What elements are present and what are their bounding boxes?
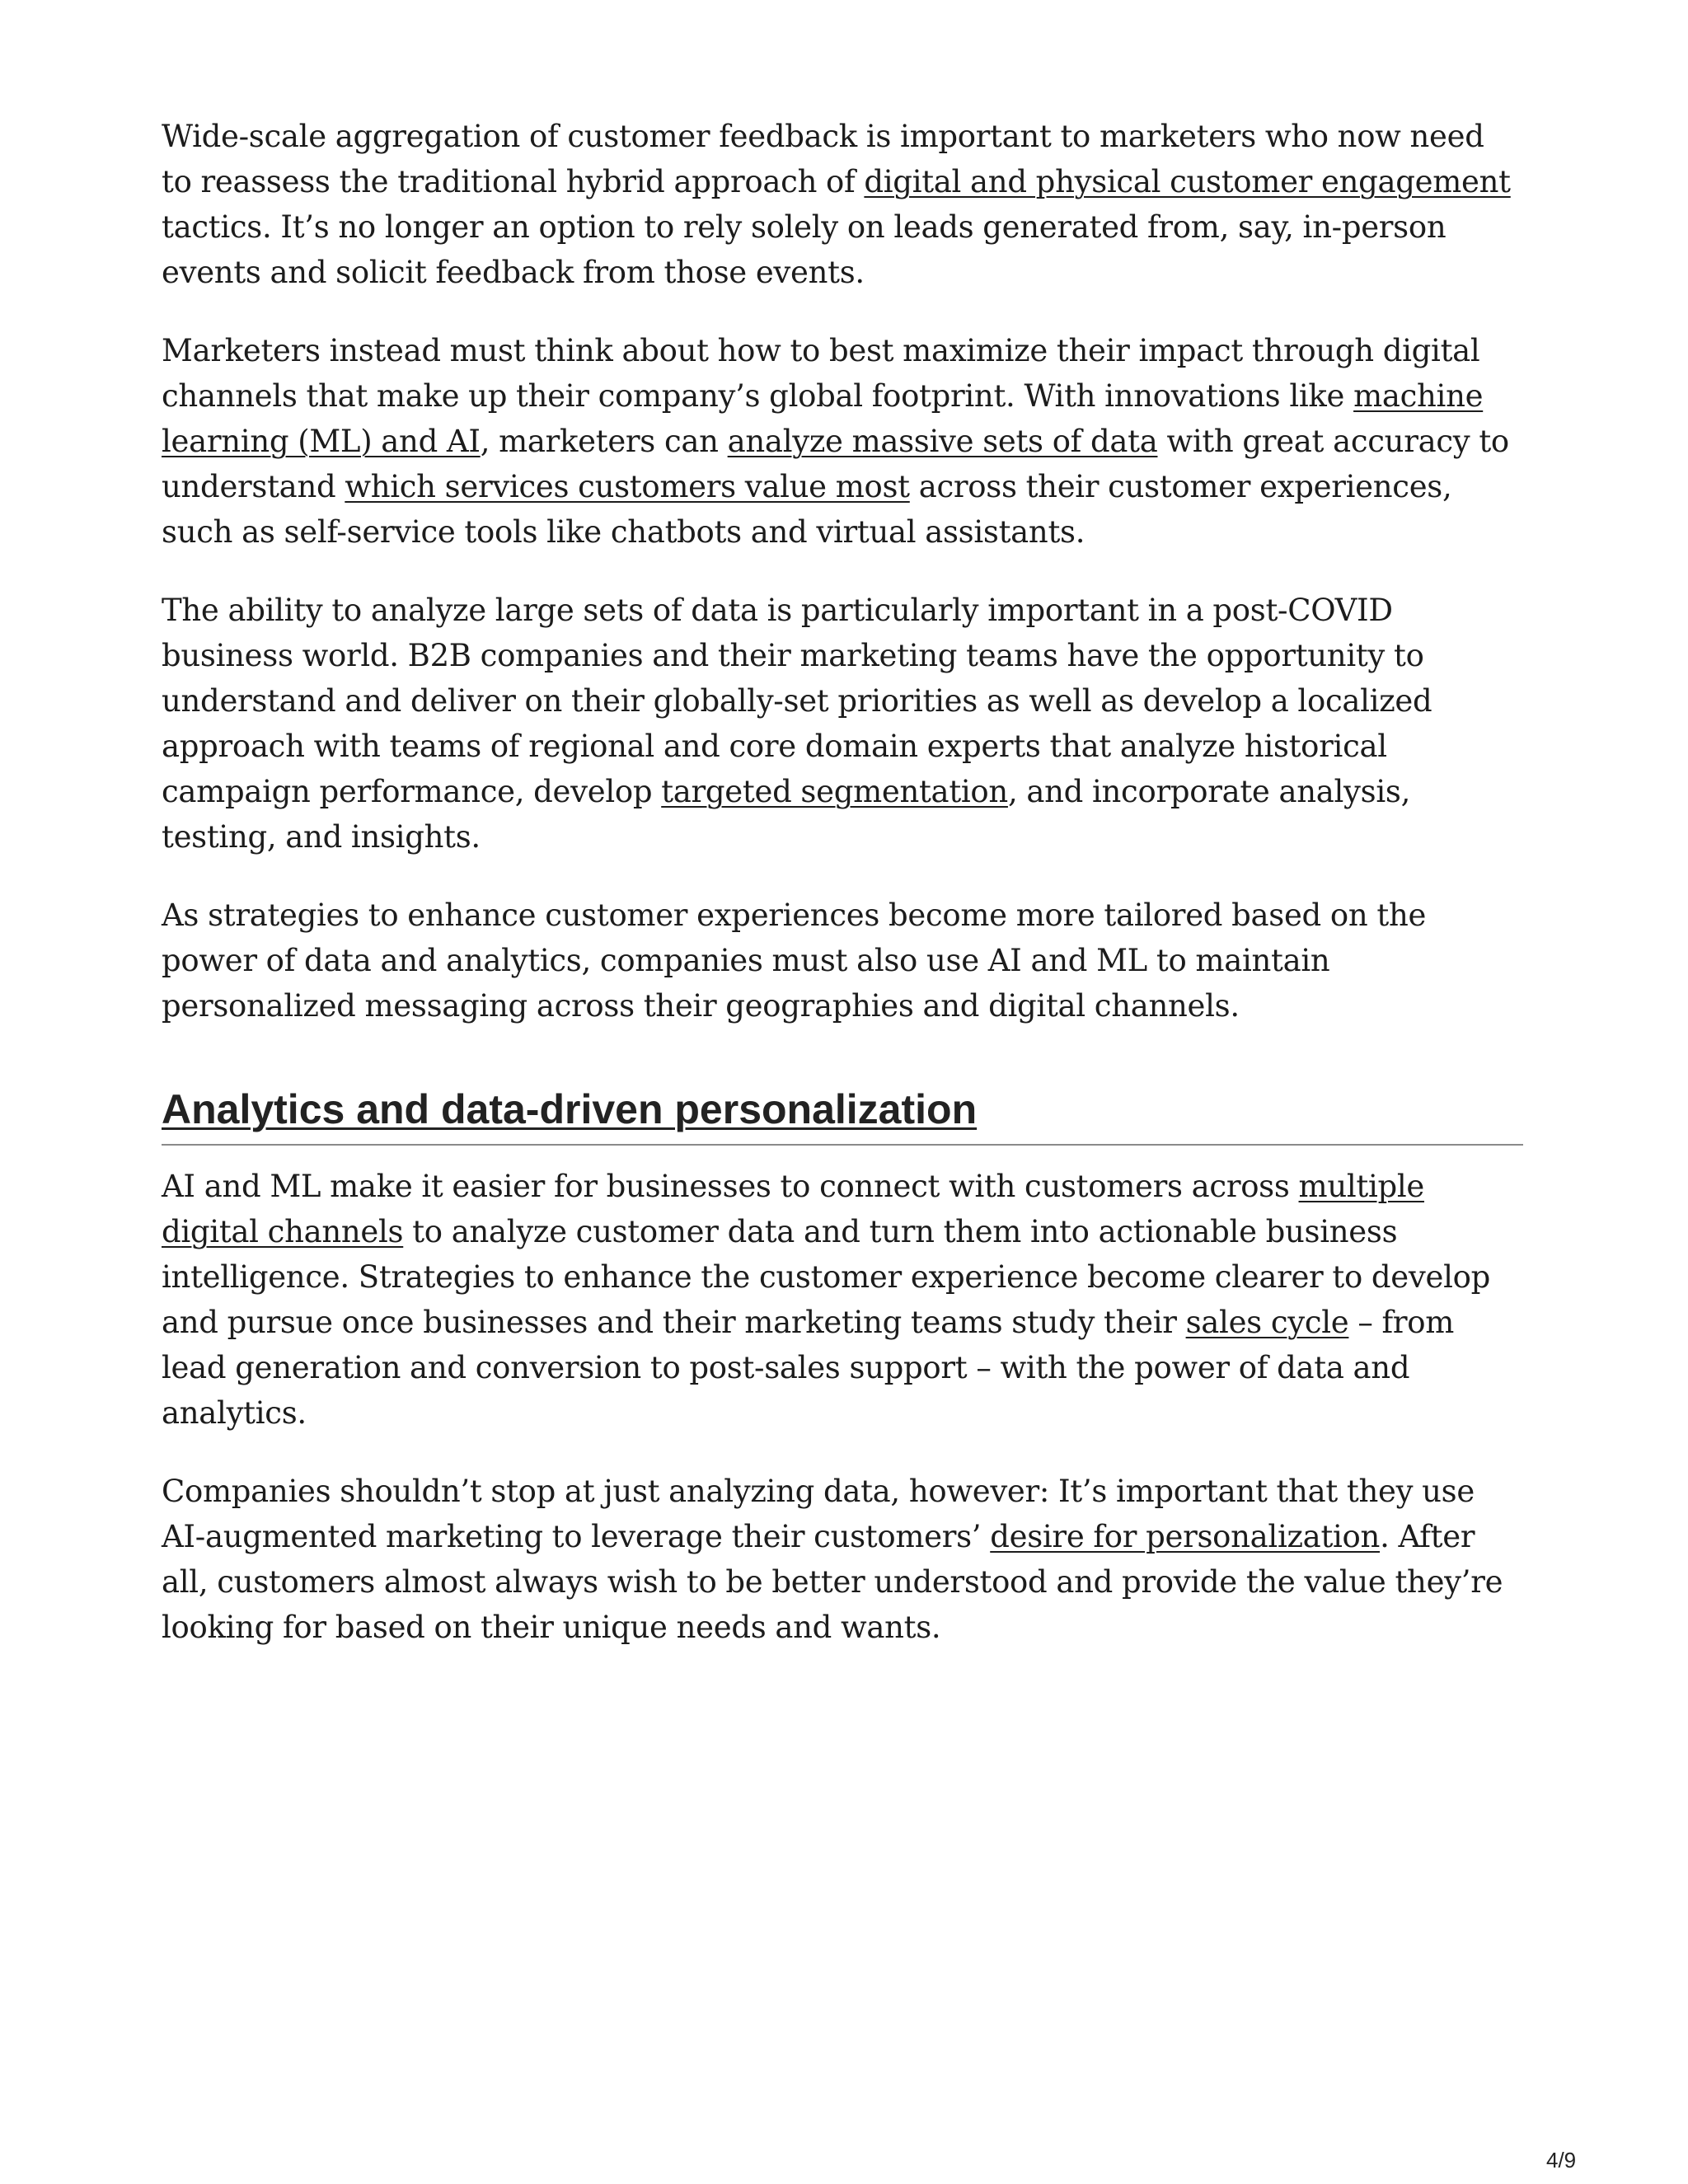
paragraph-text: , and incorporate analysis, testing, and insights.: [162, 774, 1411, 855]
paragraph-text: Companies shouldn’t stop at just analyzing data, however: It’s important that they use AI-augmented marketing to leverage their customers’: [162, 1474, 1475, 1554]
paragraph-text: Marketers instead must think about how to best maximize their impact through digital channels that make up their company’s global footprint. With innovations like: [162, 333, 1480, 414]
paragraph-text: AI and ML make it easier for businesses to connect with customers across: [162, 1169, 1299, 1204]
section-heading-text: Analytics and data-driven personalization: [162, 1086, 978, 1132]
paragraph-tailored-strategies: [162, 893, 1523, 1029]
article-body: [162, 114, 1523, 1683]
paragraph-text: The ability to analyze large sets of data is particularly important in a post-COVID business world. B2B companies and their marketing teams have the opportunity to understand and deliver on their globally-set priorities as well as develop a localized approach with teams of regional and core domain experts that analyze historical campaign performance, develop: [162, 593, 1432, 809]
paragraph-feedback-aggregation: [162, 114, 1523, 295]
paragraph-ai-ml-connect: [162, 1164, 1523, 1436]
paragraph-text: – from lead generation and conversion to post-sales support – with the power of data and analytics.: [162, 1305, 1455, 1431]
paragraph-digital-channels: [162, 328, 1523, 555]
paragraph-text: . After all, customers almost always wish to be better understood and provide the value they’re looking for based on their unique needs and wants.: [162, 1519, 1503, 1645]
link-desire-personalization[interactable]: desire for personalization: [990, 1519, 1381, 1554]
link-digital-physical-engagement[interactable]: digital and physical customer engagement: [864, 164, 1511, 199]
paragraph-text: across their customer experiences, such as self-service tools like chatbots and virtual assistants.: [162, 469, 1452, 550]
link-sales-cycle[interactable]: sales cycle: [1185, 1305, 1349, 1340]
paragraph-text: tactics. It’s no longer an option to rely solely on leads generated from, say, in-person events and solicit feedback from those events.: [162, 209, 1447, 290]
paragraph-text: , marketers can: [480, 424, 728, 459]
paragraph-personalization: [162, 1469, 1523, 1650]
link-machine-learning-ai[interactable]: machine learning (ML) and AI: [162, 378, 1484, 459]
paragraph-text: As strategies to enhance customer experiences become more tailored based on the power of data and analytics, companies must also use AI and ML to maintain personalized messaging across their geographies and digital channels.: [162, 898, 1427, 1024]
link-multiple-digital-channels[interactable]: multiple digital channels: [162, 1169, 1424, 1249]
section-heading: [162, 1085, 1523, 1146]
page-number: 4/9: [1546, 2148, 1577, 2172]
paragraph-post-covid: [162, 588, 1523, 860]
paragraph-text: to analyze customer data and turn them into actionable business intelligence. Strategies to enhance the customer experience become clearer to develop and pursue once businesses and their marketing teams study their: [162, 1214, 1490, 1340]
link-targeted-segmentation[interactable]: targeted segmentation: [661, 774, 1008, 809]
paragraph-text: Wide-scale aggregation of customer feedback is important to marketers who now need to reassess the traditional hybrid approach of: [162, 119, 1484, 199]
paragraph-text: with great accuracy to understand: [162, 424, 1509, 504]
link-analyze-massive-data[interactable]: analyze massive sets of data: [727, 424, 1158, 459]
link-services-customers-value[interactable]: which services customers value most: [345, 469, 910, 504]
